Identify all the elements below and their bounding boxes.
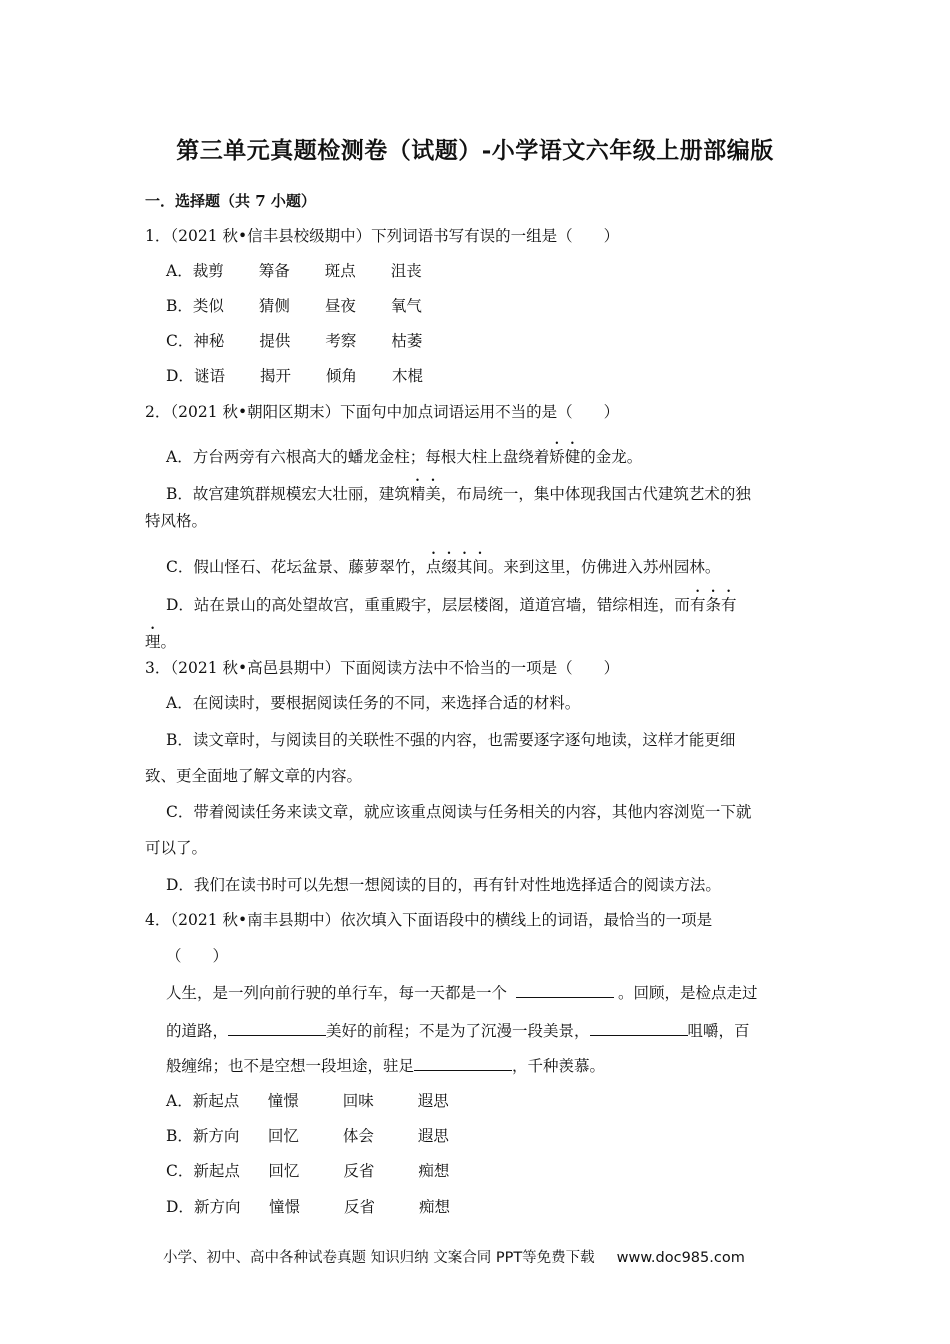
q3-option-c[interactable]: C．带着阅读任务来读文章，就应该重点阅读与任务相关的内容，其他内容浏览一下就 bbox=[166, 803, 752, 821]
q1-option-d[interactable]: D．谜语 揭开 倾角 木棍 bbox=[166, 367, 423, 385]
emphasized-word: 有条有 bbox=[689, 596, 737, 614]
question-1-stem: 1．（2021 秋•信丰县校级期中）下列词语书写有误的一组是（ ） bbox=[145, 227, 620, 245]
footer-link[interactable]: www.doc985.com bbox=[616, 1250, 745, 1266]
q2-option-c[interactable]: C．假山怪石、花坛盆景、藤萝翠竹，点缀其间。来到这里，仿佛进入苏州园林。 bbox=[166, 558, 721, 576]
q2-option-a[interactable]: A．方台两旁有六根高大的蟠龙金柱；每根大柱上盘绕着矫健的金龙。 bbox=[166, 448, 643, 466]
q2-option-b-continuation: 特风格。 bbox=[145, 512, 208, 530]
fill-blank-3[interactable] bbox=[590, 1021, 688, 1036]
q3-option-d[interactable]: D．我们在读书时可以先想一想阅读的目的，再有针对性地选择适合的阅读方法。 bbox=[166, 876, 721, 894]
page-footer bbox=[163, 1246, 745, 1267]
emphasized-word: 矫健 bbox=[549, 448, 581, 466]
q1-option-c[interactable]: C．神秘 提供 考察 枯萎 bbox=[166, 332, 423, 350]
question-4-stem: 4．（2021 秋•南丰县期中）依次填入下面语段中的横线上的词语，最恰当的一项是 bbox=[145, 911, 713, 929]
q2-option-d[interactable]: D．站在景山的高处望故宫，重重殿宇，层层楼阁，道道宫墙，错综相连，而有条有 bbox=[166, 596, 737, 614]
question-2-stem: 2．（2021 秋•朝阳区期末）下面句中加点词语运用不当的是（ ） bbox=[145, 403, 620, 421]
q1-option-b[interactable]: B．类似 猜侧 昼夜 氧气 bbox=[166, 297, 422, 315]
question-3-stem: 3．（2021 秋•高邑县期中）下面阅读方法中不恰当的一项是（ ） bbox=[145, 659, 620, 677]
passage-line-2: 的道路， 美好的前程；不是为了沉漫一段美景， 咀嚼，百 bbox=[166, 1022, 750, 1040]
fill-blank-1[interactable] bbox=[516, 983, 614, 998]
q2-option-b[interactable]: B．故宫建筑群规模宏大壮丽，建筑精美，布局统一，集中体现我国古代建筑艺术的独 bbox=[166, 485, 751, 503]
q3-option-a[interactable]: A．在阅读时，要根据阅读任务的不同，来选择合适的材料。 bbox=[166, 694, 581, 712]
fill-blank-2[interactable] bbox=[228, 1021, 326, 1036]
q4-option-b[interactable]: B．新方向 回忆 体会 遐思 bbox=[166, 1127, 449, 1145]
q2-option-d-continuation: 理。 bbox=[145, 633, 177, 651]
q3-option-c-continuation: 可以了。 bbox=[145, 839, 208, 857]
page-title: 第三单元真题检测卷（试题）-小学语文六年级上册部编版 bbox=[176, 137, 774, 164]
q4-option-d[interactable]: D．新方向 憧憬 反省 痴想 bbox=[166, 1198, 450, 1216]
section-heading: 一．选择题（共 7 小题） bbox=[145, 192, 316, 210]
q3-option-b-continuation: 致、更全面地了解文章的内容。 bbox=[145, 767, 363, 785]
emphasized-word: 点缀其间 bbox=[425, 558, 488, 576]
emphasized-word: 精美 bbox=[409, 485, 441, 503]
fill-blank-4[interactable] bbox=[414, 1056, 512, 1071]
passage-line-3: 般缠绵；也不是空想一段坦途，驻足 ，千种羡慕。 bbox=[166, 1057, 606, 1075]
footer-text: 小学、初中、高中各种试卷真题 知识归纳 文案合同 PPT等免费下载 bbox=[163, 1250, 595, 1266]
q4-option-a[interactable]: A．新起点 憧憬 回味 遐思 bbox=[166, 1092, 449, 1110]
q3-option-b[interactable]: B．读文章时，与阅读目的关联性不强的内容，也需要逐字逐句地读，这样才能更细 bbox=[166, 731, 736, 749]
answer-parentheses: （ ） bbox=[166, 947, 229, 965]
emphasized-word: 理 bbox=[145, 633, 161, 651]
passage-line-1: 人生，是一列向前行驶的单行车，每一天都是一个 。回顾，是检点走过 bbox=[166, 984, 758, 1002]
q4-option-c[interactable]: C．新起点 回忆 反省 痴想 bbox=[166, 1162, 450, 1180]
q1-option-a[interactable]: A．裁剪 筹备 斑点 沮丧 bbox=[166, 262, 422, 280]
